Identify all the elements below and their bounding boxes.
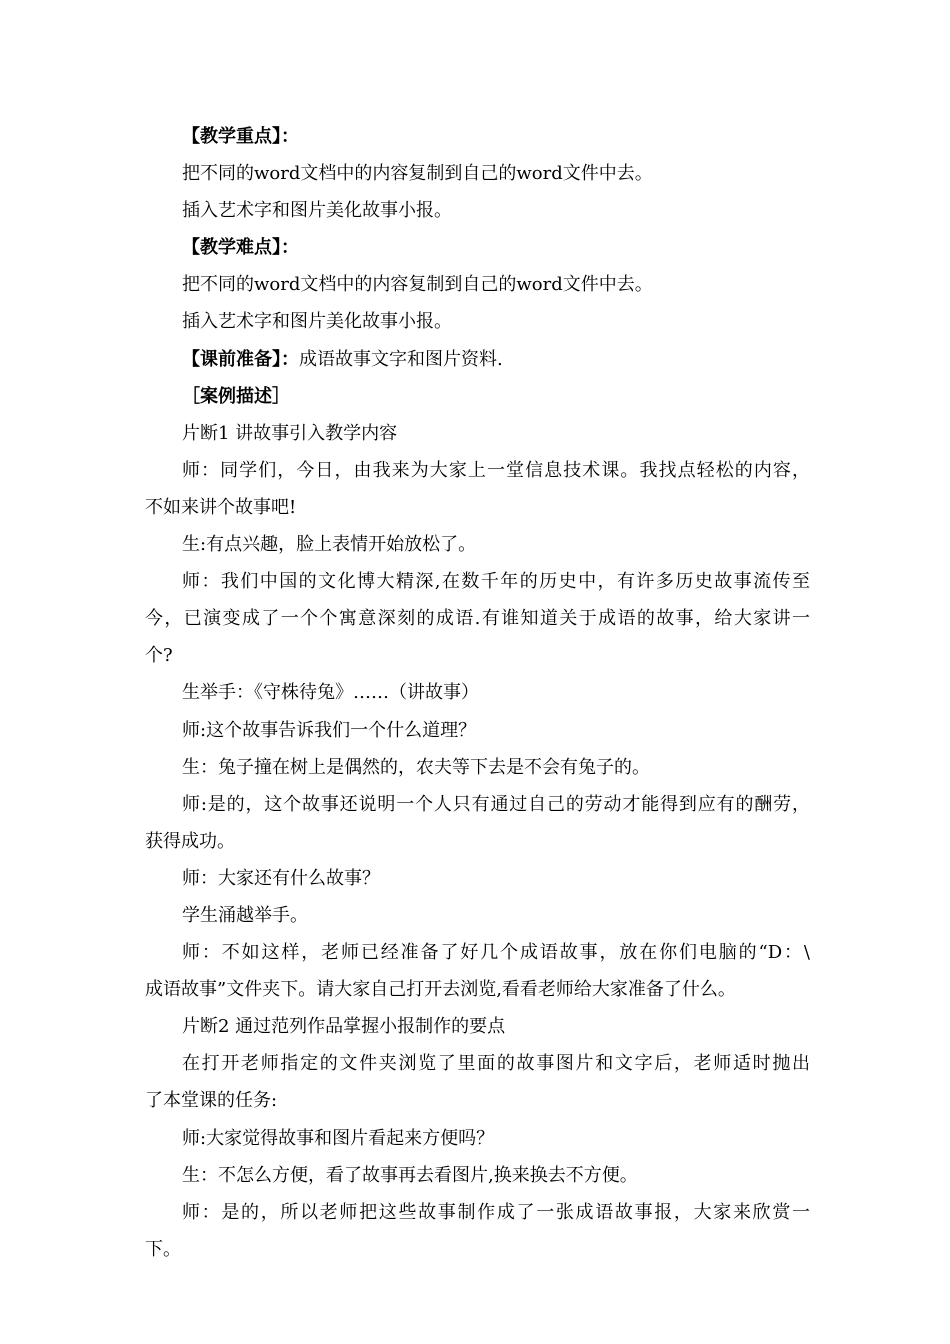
paragraph-line: 生:有点兴趣，脸上表情开始放松了。 [182, 534, 477, 556]
paragraph-line: 生举手：《守株待兔》……（讲故事） [182, 682, 479, 704]
paragraph-line: 了本堂课的任务: [145, 1090, 278, 1112]
difficult-point-1: 把不同的word文档中的内容复制到自己的word文件中去。 [182, 274, 653, 296]
paragraph-line: 师:大家觉得故事和图片看起来方便吗？ [182, 1127, 495, 1149]
paragraph-line: 师：大家还有什么故事？ [182, 867, 380, 889]
paragraph-line: 师：同学们，今日，由我来为大家上一堂信息技术课。我找点轻松的内容， [182, 459, 810, 481]
key-point-1: 把不同的word文档中的内容复制到自己的word文件中去。 [182, 163, 653, 185]
paragraph-line: 获得成功。 [145, 830, 235, 852]
difficult-points-heading: 【教学难点】： [182, 237, 299, 259]
document-body [145, 118, 810, 1268]
paragraph-line: 学生涌越举手。 [182, 904, 308, 926]
paragraph-line: 师：我们中国的文化博大精深,在数千年的历史中，有许多历史故事流传至 [182, 571, 810, 593]
paragraph-line: 生：不怎么方便，看了故事再去看图片,换来换去不方便。 [182, 1164, 638, 1186]
paragraph-line: 生：兔子撞在树上是偶然的，农夫等下去是不会有兔子的。 [182, 756, 650, 778]
paragraph-line: 下。 [145, 1238, 181, 1260]
paragraph-line: 师：不如这样，老师已经准备了好几个成语故事，放在你们电脑的“D：\ [182, 942, 810, 964]
preparation-text: 成语故事文字和图片资料. [299, 348, 503, 370]
paragraph-line: 片断2 通过范列作品掌握小报制作的要点 [182, 1016, 506, 1038]
paragraph-line: 在打开老师指定的文件夹浏览了里面的故事图片和文字后，老师适时抛出 [182, 1053, 810, 1075]
paragraph-line: 今，已演变成了一个个寓意深刻的成语.有谁知道关于成语的故事，给大家讲一 [145, 608, 810, 630]
case-heading: ［案例描述］ [182, 385, 290, 407]
paragraph-line: 个? [145, 645, 173, 667]
preparation-line [145, 341, 810, 378]
case-description [145, 415, 810, 1268]
key-points-heading: 【教学重点】： [182, 126, 299, 147]
paragraph-line: 不如来讲个故事吧! [145, 496, 297, 518]
key-point-2: 插入艺术字和图片美化故事小报。 [182, 200, 452, 222]
paragraph-line: 师：是的，所以老师把这些故事制作成了一张成语故事报，大家来欣赏一 [182, 1201, 810, 1223]
paragraph-line: 片断1 讲故事引入教学内容 [182, 422, 398, 444]
paragraph-line: 成语故事”文件夹下。请大家自己打开去浏览,看看老师给大家准备了什么。 [145, 979, 736, 1001]
paragraph-line: 师:是的，这个故事还说明一个人只有通过自己的劳动才能得到应有的酬劳， [182, 793, 810, 815]
difficult-point-2: 插入艺术字和图片美化故事小报。 [182, 311, 452, 333]
paragraph-line: 师:这个故事告诉我们一个什么道理？ [182, 719, 477, 741]
preparation-heading: 【课前准备】： [182, 348, 299, 370]
